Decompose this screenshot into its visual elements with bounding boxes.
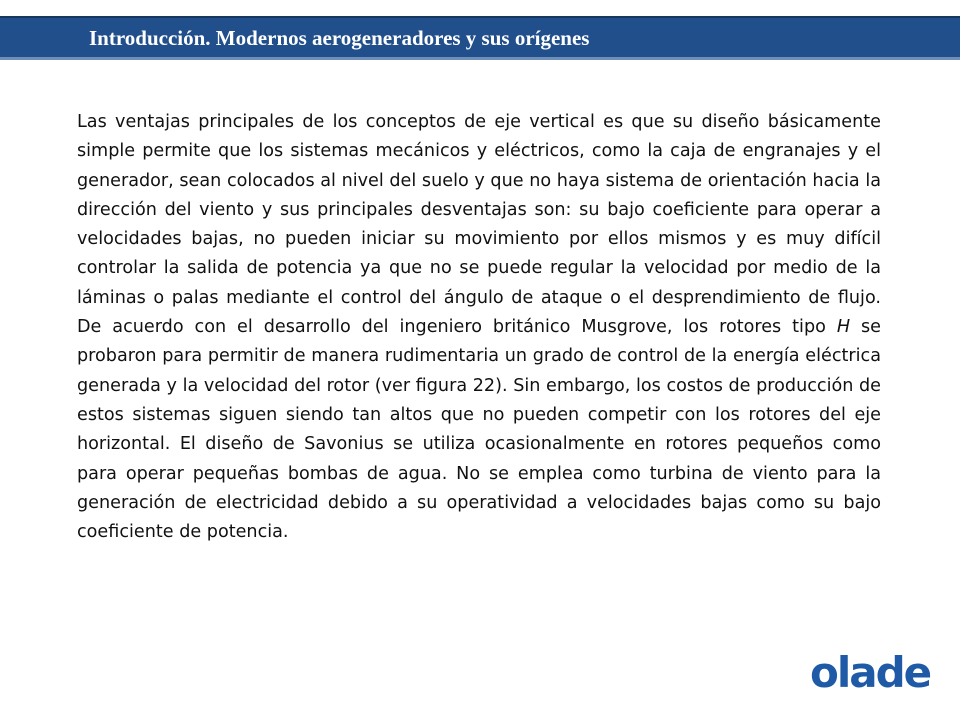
header-bar xyxy=(0,16,960,60)
paragraph-text-part2: se probaron para permitir de manera rudimentaria un grado de control de la energía eléctrica generada y la velocidad del rotor (ver figura 22). Sin embargo, los costos de producción de estos sistemas siguen siendo tan altos que no pueden competir con los rotores del eje horizontal. El diseño de Savonius se utiliza ocasionalmente en rotores pequeños como para operar pequeñas bombas de agua. No se emplea como turbina de viento para la generación de electricidad debido a su operatividad a velocidades bajas como su bajo coeficiente de potencia. xyxy=(77,317,881,543)
body-paragraph xyxy=(77,108,881,547)
olade-logo: olade xyxy=(810,648,931,697)
paragraph-italic-h: H xyxy=(836,317,851,338)
page-title: Introducción. Modernos aerogeneradores y sus orígenes xyxy=(89,26,590,50)
paragraph-text-part1: Las ventajas principales de los conceptos de eje vertical es que su diseño básicamente simple permite que los sistemas mecánicos y eléctricos, como la caja de engranajes y el generador, sean colocados al nivel del suelo y que no haya sistema de orientación hacia la dirección del viento y sus principales desventajas son: su bajo coeficiente para operar a velocidades bajas, no pueden iniciar su movimiento por ellos mismos y es muy difícil controlar la salida de potencia ya que no se puede regular la velocidad por medio de la láminas o palas mediante el control del ángulo de ataque o el desprendimiento de flujo. De acuerdo con el desarrollo del ingeniero británico Musgrove, los rotores tipo xyxy=(77,112,881,338)
